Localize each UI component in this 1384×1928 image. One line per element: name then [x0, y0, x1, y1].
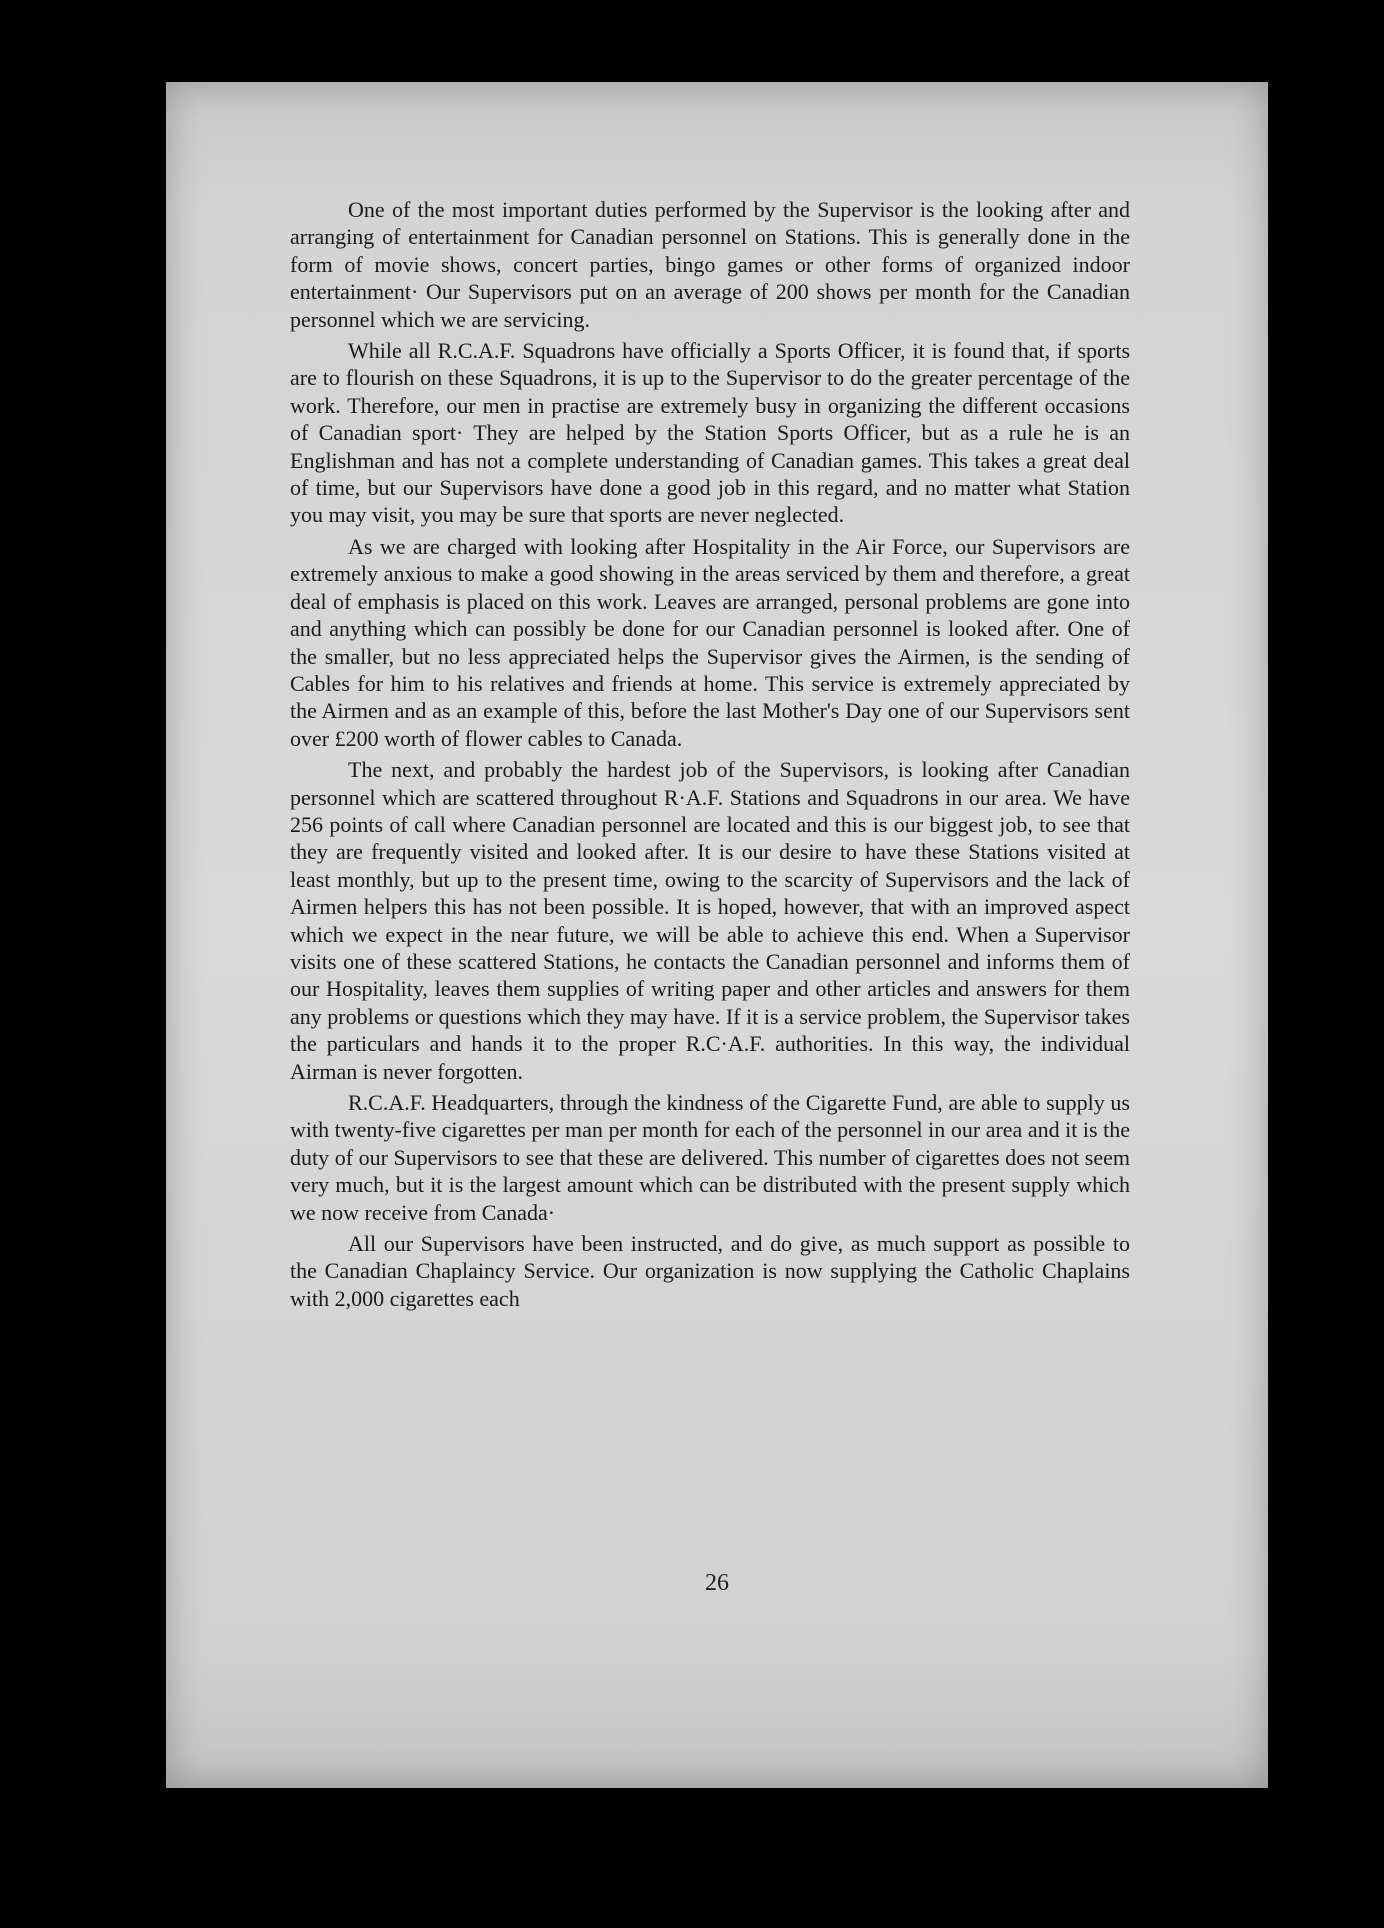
paragraph-cigarettes: R.C.A.F. Headquarters, through the kindness of the Cigarette Fund, are able to supply us with twenty-five cigarettes per man per month for each of the personnel in our area and it is the duty of our Supervisors to see that these are delivered. This number of cigarettes does not seem very much, but it is the largest amount which can be distributed with the present supply which we now receive from Canada· — [290, 1090, 1130, 1225]
paragraph-chaplaincy: All our Supervisors have been instructed, and do give, as much support as possible to the Canadian Chaplaincy Service. Our organization is now supplying the Catholic Chaplains with 2,000 cigarettes each — [290, 1231, 1130, 1311]
page-number: 26 — [705, 1570, 729, 1596]
paragraph-scattered-personnel: The next, and probably the hardest job of the Supervisors, is looking after Canadian personnel which are scattered throughout R·A.F. Stations and Squadrons in our area. We have 256 points of call where Canadian personnel are located and this is our biggest job, to see that they are frequently visited and looked after. It is our desire to have these Stations visited at least monthly, but up to the present time, owing to the scarcity of Supervisors and the lack of Airmen helpers this has not been possible. It is hoped, however, that with an improved aspect which we expect in the near future, we will be able to achieve this end. When a Supervisor visits one of these scattered Stations, he contacts the Canadian personnel and informs them of our Hospitality, leaves them supplies of writing paper and other articles and answers for them any problems or questions which they may have. If it is a service problem, the Supervisor takes the particulars and hands it to the proper R.C·A.F. authorities. In this way, the individual Airman is never forgotten. — [290, 757, 1130, 1084]
paragraph-sports: While all R.C.A.F. Squadrons have officially a Sports Officer, it is found that, if sports are to flourish on these Squadrons, it is up to the Supervisor to do the greater percentage of the work. Therefore, our men in practise are extremely busy in organizing the different occasions of Canadian sport· They are helped by the Station Sports Officer, but as a rule he is an Englishman and has not a complete understanding of Canadian games. This takes a great deal of time, but our Supervisors have done a good job in this regard, and no matter what Station you may visit, you may be sure that sports are never neglected. — [290, 338, 1130, 528]
body-text — [290, 196, 1130, 1316]
paragraph-hospitality: As we are charged with looking after Hospitality in the Air Force, our Supervisors are extremely anxious to make a good showing in the areas serviced by them and therefore, a great deal of emphasis is placed on this work. Leaves are arranged, personal problems are gone into and anything which can possibly be done for our Canadian personnel is looked after. One of the smaller, but no less appreciated helps the Supervisor gives the Airmen, is the sending of Cables for him to his relatives and friends at home. This service is extremely appreciated by the Airmen and as an example of this, before the last Mother's Day one of our Supervisors sent over £200 worth of flower cables to Canada. — [290, 533, 1130, 751]
paragraph-entertainment: One of the most important duties performed by the Supervisor is the looking after and arranging of entertainment for Canadian personnel on Stations. This is generally done in the form of movie shows, concert parties, bingo games or other forms of organized indoor entertainment· Our Supervisors put on an average of 200 shows per month for the Canadian personnel which we are servicing. — [290, 197, 1130, 332]
document-page — [166, 82, 1268, 1788]
